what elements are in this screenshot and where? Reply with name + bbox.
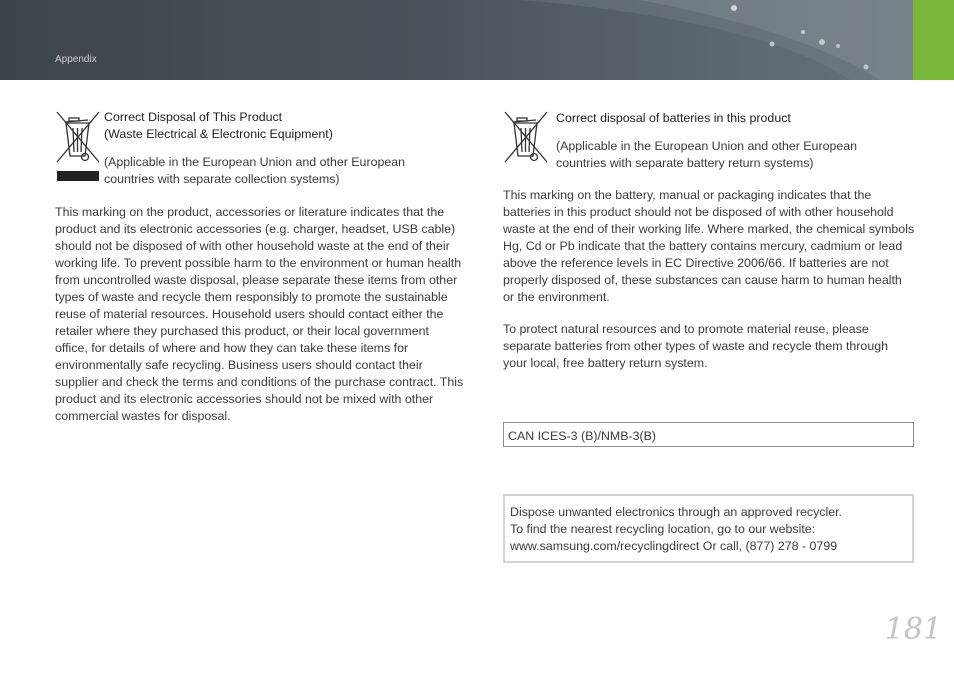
page-header xyxy=(0,0,954,80)
battery-body-1: This marking on the battery, manual or packaging indicates that the batteries in this product should not be disposed of with other household waste at the end of their working life. Where marked, the chemical symbols Hg, Cd or Pb indicate that the battery contains mercury, cadmium or lead above the reference levels in EC Directive 2006/66. If batteries are not properly disposed of, these substances can cause harm to human health or the environment. xyxy=(503,188,915,304)
weee-applicable: (Applicable in the European Union and other European countries with separate collection systems) xyxy=(104,155,406,186)
weee-title-line1: Correct Disposal of This Product xyxy=(104,110,283,124)
battery-header-text xyxy=(556,110,906,172)
weee-header-text xyxy=(104,109,464,188)
weee-bin-icon xyxy=(55,110,103,187)
battery-bin-icon xyxy=(503,110,551,173)
section-label: Appendix xyxy=(55,54,97,65)
weee-body: This marking on the product, accessories or literature indicates that the product and its electronic accessories (e.g. charger, headset, USB cable) should not be disposed of with other household waste at the end of their working life. To prevent possible harm to the environment or human health from uncontrolled waste disposal, please separate these items from other types of waste and recycle them responsibly to promote the sustainable reuse of material resources. Household users should contact either the retailer where they purchased this product, or their local government office, for details of where and how they can take these items for environmentally safe recycling. Business users should contact their supplier and check the terms and conditions of the purchase contract. This product and its electronic accessories should not be mixed with other commercial wastes for disposal. xyxy=(55,205,464,423)
header-swoosh-decoration xyxy=(0,0,954,80)
chapter-tab xyxy=(913,0,954,80)
recycling-line-1: Dispose unwanted electronics through an approved recycler. xyxy=(510,505,842,519)
ices-compliance-text: CAN ICES-3 (B)/NMB-3(B) xyxy=(508,429,657,443)
battery-applicable: (Applicable in the European Union and other European countries with separate battery return systems) xyxy=(556,139,858,170)
ices-compliance-box xyxy=(503,422,914,447)
battery-title: Correct disposal of batteries in this product xyxy=(556,111,791,125)
recycling-line-2: To find the nearest recycling location, go to our website: xyxy=(510,522,816,536)
page-number: 181 xyxy=(884,612,942,647)
recycling-info-box xyxy=(503,494,914,563)
weee-title-line2: (Waste Electrical & Electronic Equipment) xyxy=(104,127,333,141)
recycling-line-3: www.samsung.com/recyclingdirect Or call, (877) 278 - 0799 xyxy=(510,539,838,553)
battery-body-2: To protect natural resources and to promote material reuse, please separate batteries from other types of waste and recycle them through your local, free battery return system. xyxy=(503,322,888,370)
